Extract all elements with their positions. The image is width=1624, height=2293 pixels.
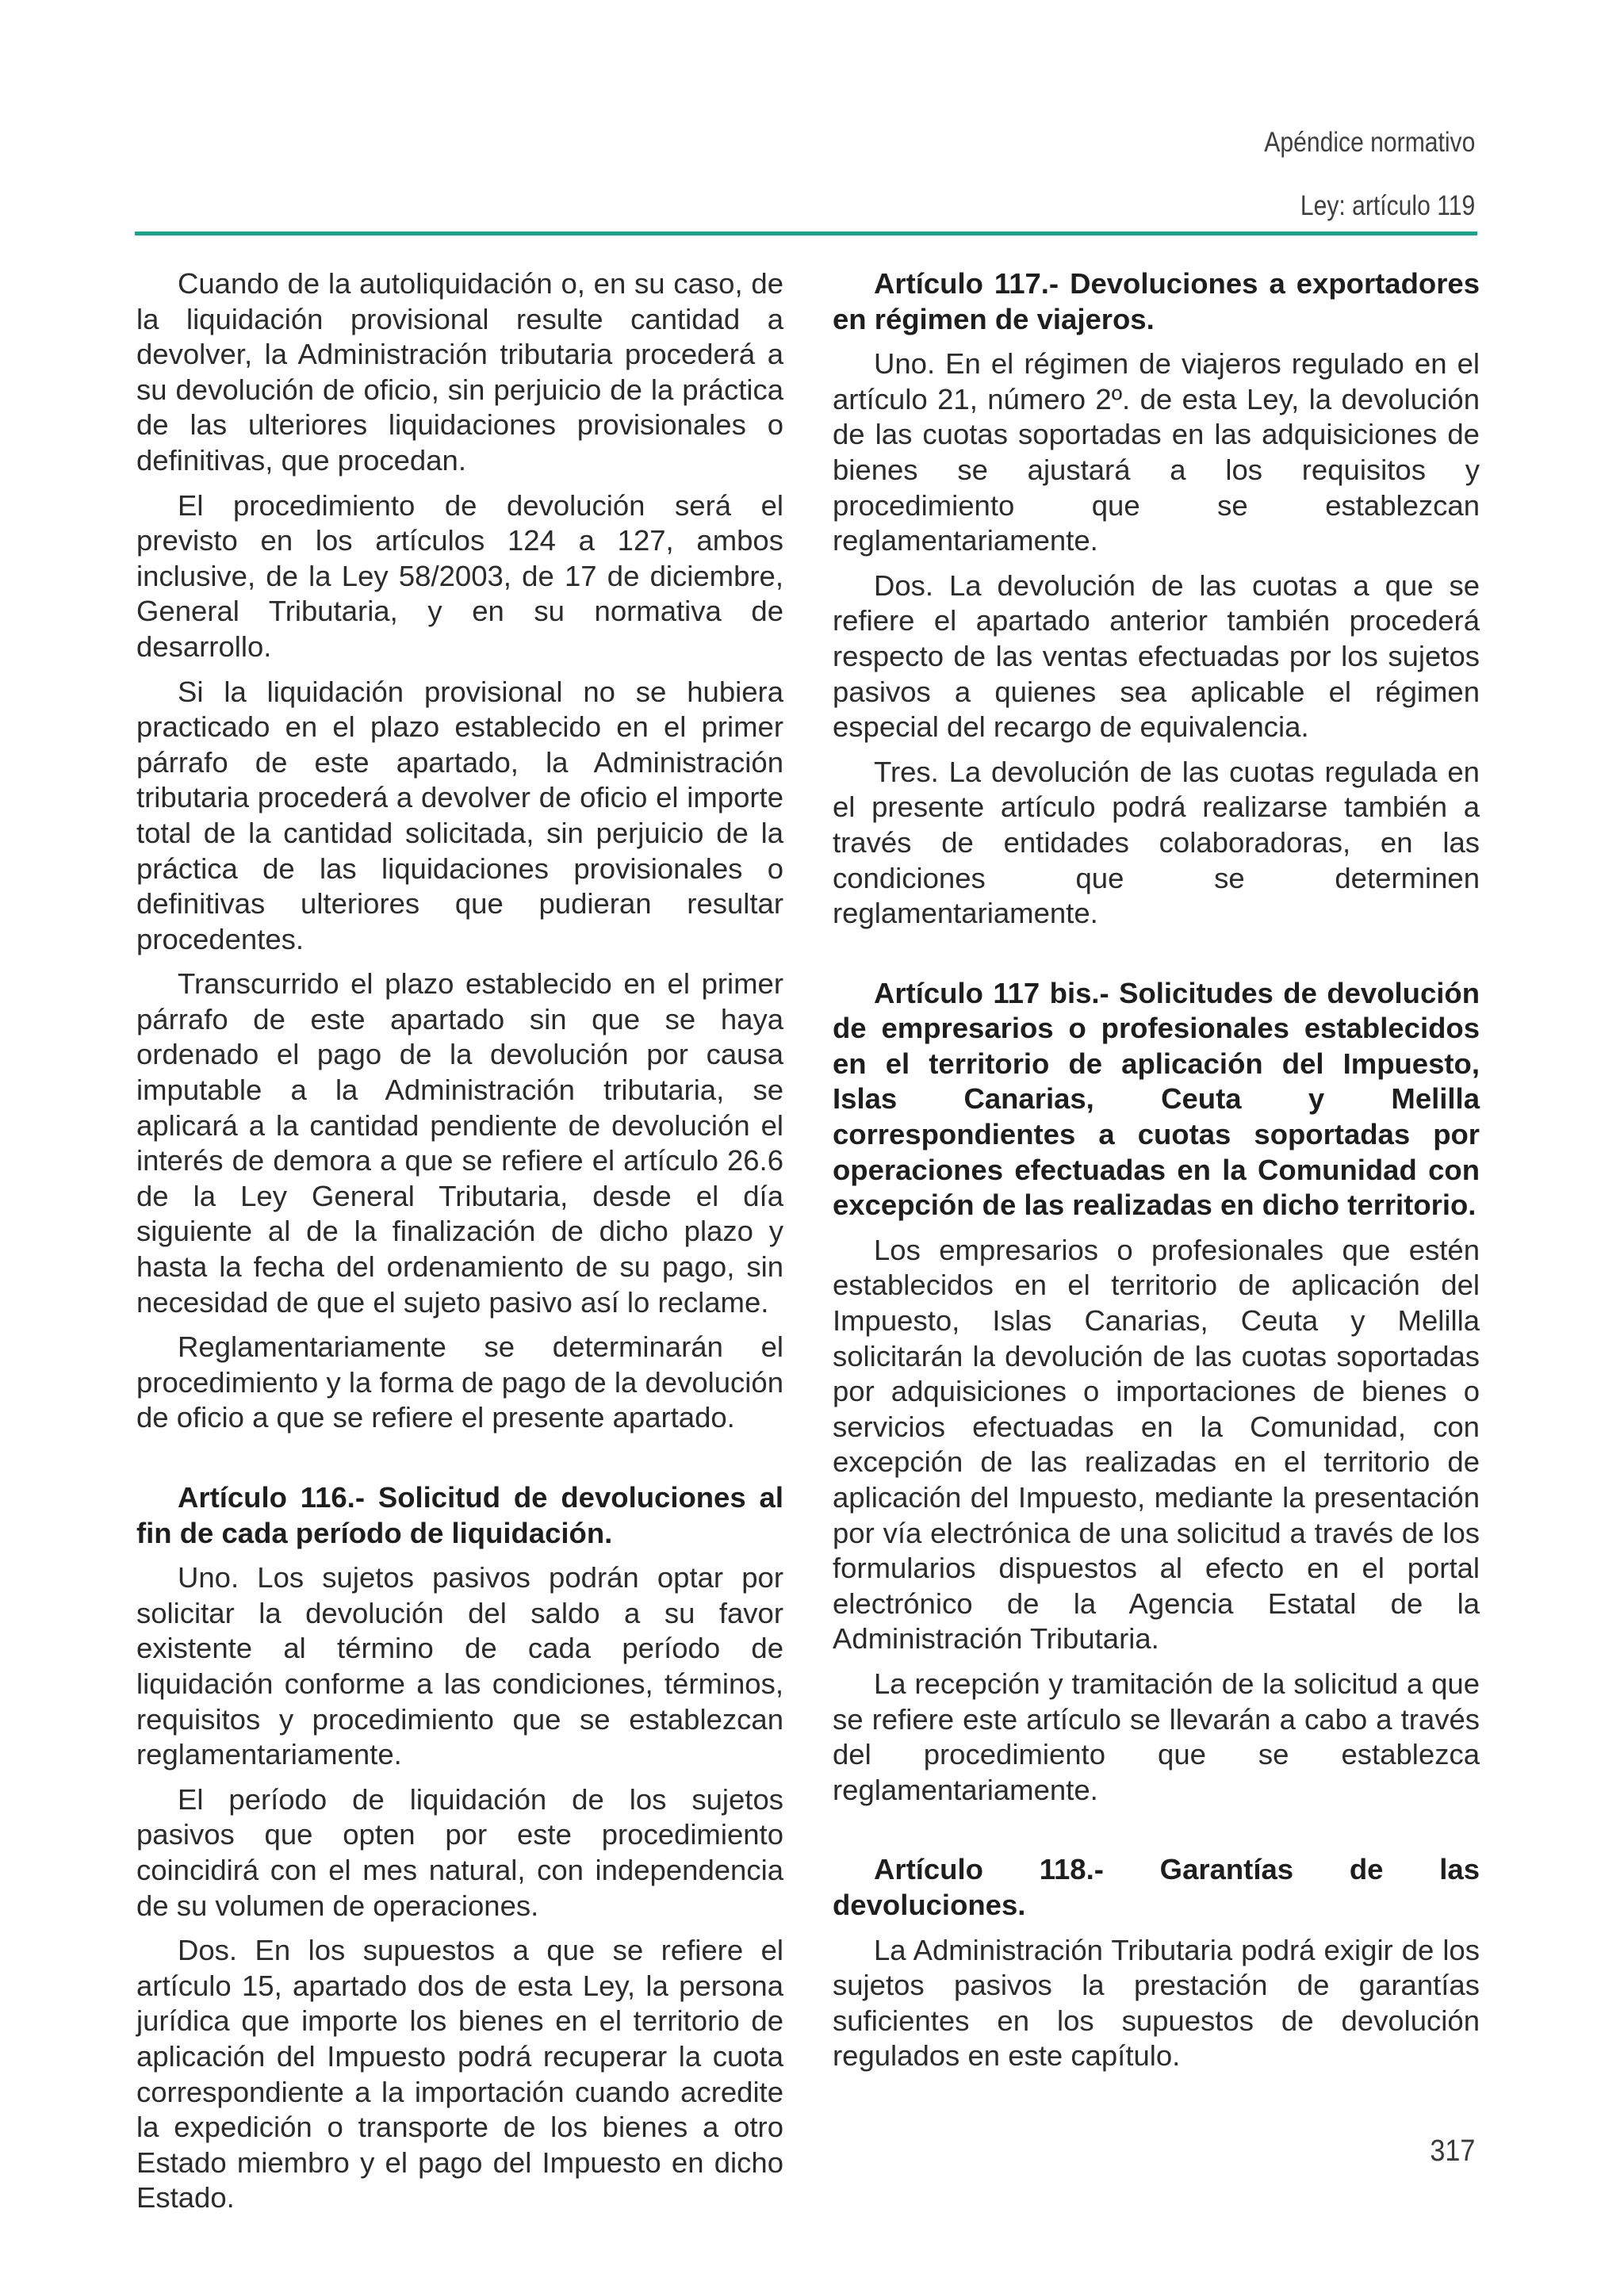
left-column	[136, 266, 783, 2226]
right-column	[833, 266, 1480, 2084]
article-117-heading: Artículo 117.- Devoluciones a exportadores en régimen de viajeros.	[833, 267, 1480, 335]
body-paragraph: Los empresarios o profesionales que estén establecidos en el territorio de aplicación del Impuesto, Islas Canarias, Ceuta y Melilla solicitarán la devolución de las cuotas soportadas por adquisiciones o importaciones de bienes o servicios efectuadas en la Comunidad, con excepción de las realizadas en el territorio de aplicación del Impuesto, mediante la presentación por vía electrónica de una solicitud a través de los formularios dispuestos al efecto en el portal electrónico de la Agencia Estatal de la Administración Tributaria.	[833, 1233, 1480, 1656]
body-paragraph: Cuando de la autoliquidación o, en su caso, de la liquidación provisional resulte cantidad a devolver, la Administración tributaria procederá a su devolución de oficio, sin perjuicio de la práctica de las ulteriores liquidaciones provisionales o definitivas, que procedan.	[136, 267, 783, 477]
article-116-heading: Artículo 116.- Solicitud de devoluciones al fin de cada período de liquidación.	[136, 1481, 783, 1549]
body-paragraph: Dos. En los supuestos a que se refiere el artículo 15, apartado dos de esta Ley, la persona jurídica que importe los bienes en el territorio de aplicación del Impuesto podrá recuperar la cuota correspondiente a la importación cuando acredite la expedición o transporte de los bienes a otro Estado miembro y el pago del Impuesto en dicho Estado.	[136, 1934, 783, 2215]
body-paragraph: Si la liquidación provisional no se hubiera practicado en el plazo establecido en el primer párrafo de este apartado, la Administración tributaria procederá a devolver de oficio el importe total de la cantidad solicitada, sin perjuicio de la práctica de las liquidaciones provisionales o definitivas ulteriores que pudieran resultar procedentes.	[136, 675, 783, 955]
body-paragraph: El procedimiento de devolución será el previsto en los artículos 124 a 127, ambos inclusive, de la Ley 58/2003, de 17 de diciembre, General Tributaria, y en su normativa de desarrollo.	[136, 488, 783, 663]
body-paragraph: Tres. La devolución de las cuotas regulada en el presente artículo podrá realizarse también a través de entidades colaboradoras, en las condiciones que se determinen reglamentariamente.	[833, 755, 1480, 930]
body-paragraph: Reglamentariamente se determinarán el procedimiento y la forma de pago de la devolución de oficio a que se refiere el presente apartado.	[136, 1330, 783, 1434]
running-header-article: Ley: artículo 119	[1300, 190, 1475, 221]
body-paragraph: Uno. Los sujetos pasivos podrán optar por solicitar la devolución del saldo a su favor existente al término de cada período de liquidación conforme a las condiciones, términos, requisitos y procedimiento que se establezcan reglamentariamente.	[136, 1561, 783, 1771]
body-paragraph: Transcurrido el plazo establecido en el primer párrafo de este apartado sin que se haya ordenado el pago de la devolución por causa imputable a la Administración tributaria, se aplicará a la cantidad pendiente de devolución el interés de demora a que se refiere el artículo 26.6 de la Ley General Tributaria, desde el día siguiente al de la finalización de dicho plazo y hasta la fecha del ordenamiento de su pago, sin necesidad de que el sujeto pasivo así lo reclame.	[136, 967, 783, 1319]
body-paragraph: Dos. La devolución de las cuotas a que se refiere el apartado anterior también procederá respecto de las ventas efectuadas por los sujetos pasivos a quienes sea aplicable el régimen especial del recargo de equivalencia.	[833, 568, 1480, 744]
article-118-heading: Artículo 118.- Garantías de las devoluciones.	[833, 1853, 1480, 1921]
header-rule	[135, 232, 1477, 235]
body-paragraph: La Administración Tributaria podrá exigir de los sujetos pasivos la prestación de garantías suficientes en los supuestos de devolución regulados en este capítulo.	[833, 1933, 1480, 2073]
page-number: 317	[1429, 2134, 1475, 2168]
body-paragraph: El período de liquidación de los sujetos pasivos que opten por este procedimiento coincidirá con el mes natural, con independencia de su volumen de operaciones.	[136, 1782, 783, 1922]
article-117-bis-heading: Artículo 117 bis.- Solicitudes de devolución de empresarios o profesionales establecidos en el territorio de aplicación del Impuesto, Islas Canarias, Ceuta y Melilla correspondientes a cuotas soportadas por operaciones efectuadas en la Comunidad con excepción de las realizadas en dicho territorio.	[833, 976, 1480, 1222]
body-paragraph: La recepción y tramitación de la solicitud a que se refiere este artículo se llevarán a cabo a través del procedimiento que se establezca reglamentariamente.	[833, 1667, 1480, 1806]
running-header-section: Apéndice normativo	[1263, 127, 1475, 158]
body-paragraph: Uno. En el régimen de viajeros regulado en el artículo 21, número 2º. de esta Ley, la devolución de las cuotas soportadas en las adquisiciones de bienes se ajustará a los requisitos y procedimiento que se establezcan reglamentariamente.	[833, 347, 1480, 557]
